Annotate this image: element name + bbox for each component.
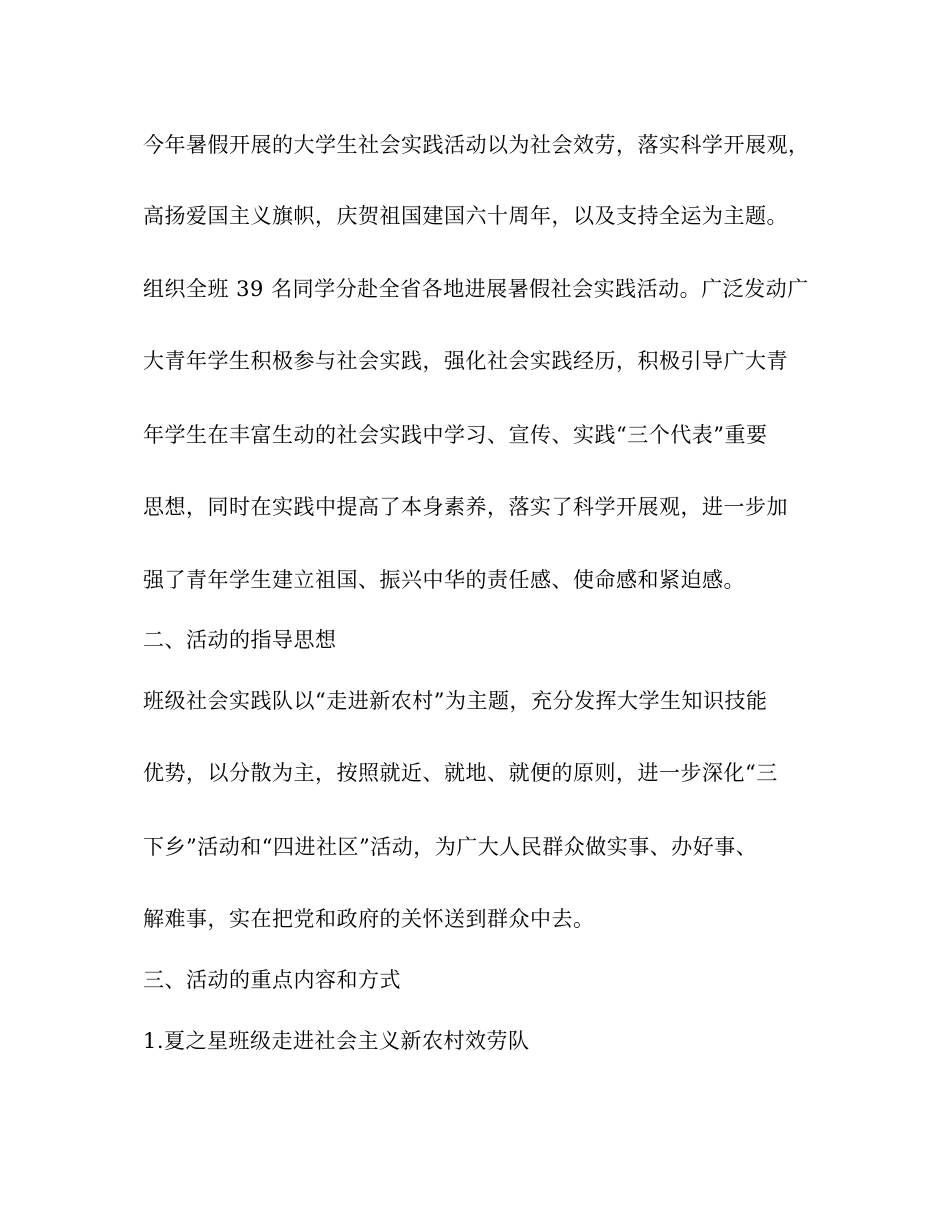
paragraph-line: 优势，以分散为主，按照就近、就地、就便的原则，进一步深化“三 [143,761,778,785]
section-heading: 三、活动的重点内容和方式 [143,968,401,992]
paragraph-line: 思想，同时在实践中提高了本身素养，落实了科学开展观，进一步加 [143,495,788,519]
paragraph-line: 年学生在丰富生动的社会实践中学习、宣传、实践“三个代表”重要 [143,423,768,447]
paragraph-line: 班级社会实践队以“走进新农村”为主题，充分发挥大学生知识技能 [143,689,768,713]
list-item-heading: 1.夏之星班级走进社会主义新农村效劳队 [143,1029,530,1053]
paragraph-line: 组织全班 39 名同学分赴全省各地进展暑假社会实践活动。广泛发动广 [143,277,809,301]
paragraph-line: 下乡”活动和“四进社区”活动，为广大人民群众做实事、办好事、 [143,835,758,859]
paragraph-line: 大青年学生积极参与社会实践，强化社会实践经历，积极引导广大青 [143,349,788,373]
paragraph-line: 高扬爱国主义旗帜，庆贺祖国建国六十周年，以及支持全运为主题。 [143,204,788,228]
section-heading: 二、活动的指导思想 [143,628,337,652]
paragraph-line: 今年暑假开展的大学生社会实践活动以为社会效劳，落实科学开展观， [143,133,810,157]
paragraph-line: 解难事，实在把党和政府的关怀送到群众中去。 [143,907,595,931]
paragraph-line: 强了青年学生建立祖国、振兴中华的责任感、使命感和紧迫感。 [143,568,745,592]
